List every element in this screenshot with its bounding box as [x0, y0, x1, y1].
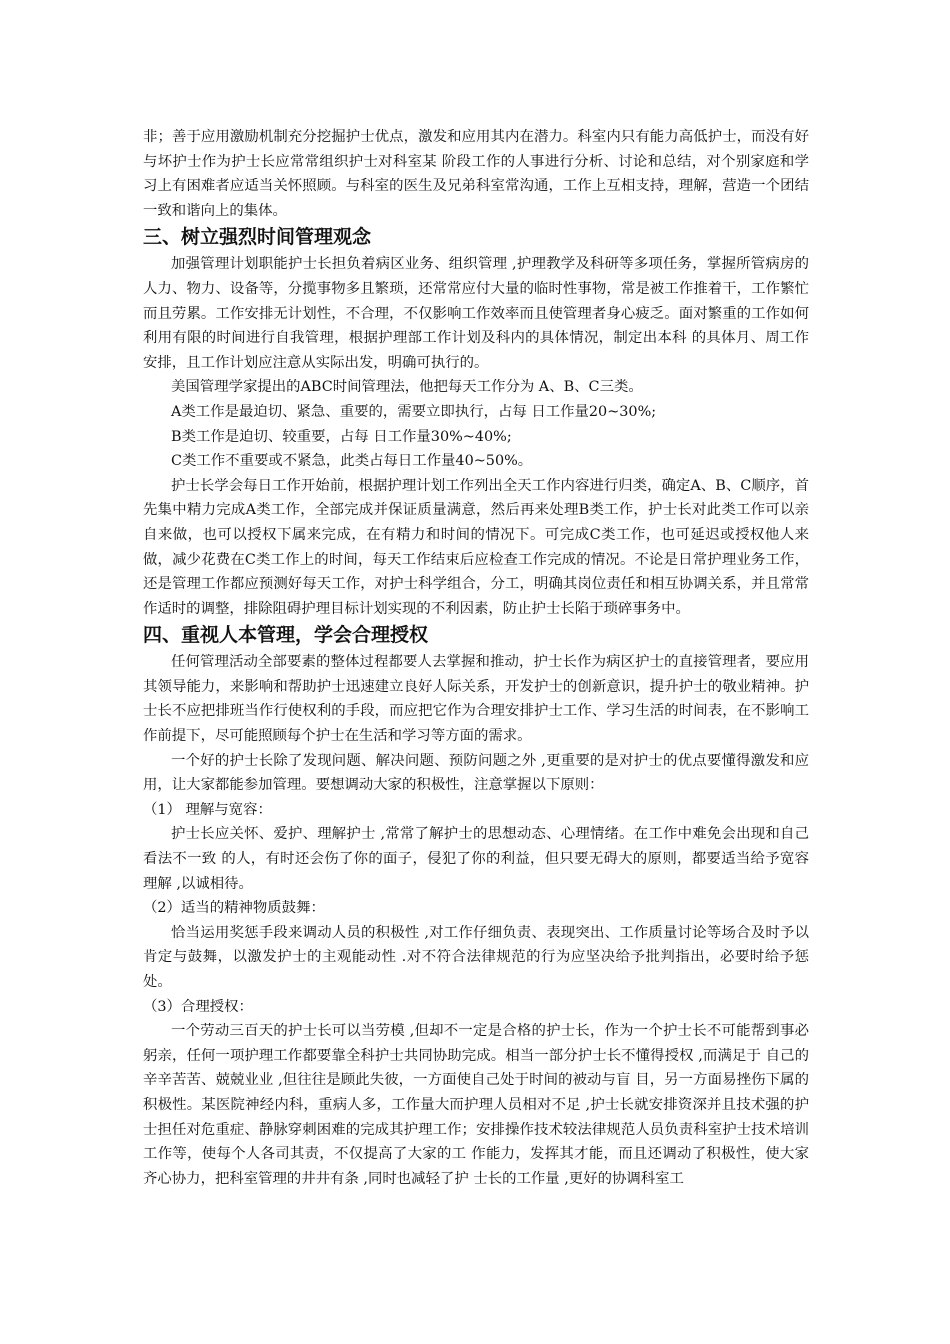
item-2-text: 恰当运用奖惩手段来调动人员的积极性 ,对工作仔细负责、表现突出、工作质量讨论等场合及时予以肯定与鼓舞，以激发护士的主观能动性 .对不符合法律规范的行为应坚决给予批判指出，必要时给予惩处。 [143, 924, 809, 990]
item-2-title: （2）适当的精神物质鼓舞： [143, 900, 325, 917]
intro-paragraph: 非；善于应用激励机制充分挖掘护士优点，激发和应用其内在潜力。科室内只有能力高低护士，而没有好与坏护士作为护士长应常常组织护士对科室某 阶段工作的人事进行分析、讨论和总结，对个别家庭和学习上有困难者应适当关怀照顾。与科室的医生及兄弟科室常沟通，工作上互相支持，理解，营造一个团结一致和谐向上的集体。 [143, 129, 809, 219]
section-3-paragraph-4: B类工作是迫切、较重要，占每 日工作量30%~40%; [171, 428, 512, 445]
item-1-text: 护士长应关怀、爱护、理解护士 ,常常了解护士的思想动态、心理情绪。在工作中难免会出现和自己看法不一致 的人，有时还会伤了你的面子，侵犯了你的利益，但只要无碍大的原则，都要适当给予宽容理解 ,以诚相待。 [143, 826, 809, 892]
section-4-heading: 四、重视人本管理，学会合理授权 [143, 624, 429, 647]
section-3-paragraph-1: 加强管理计划职能护士长担负着病区业务、组织管理 ,护理教学及科研等多项任务，掌握所管病房的人力、物力、设备等，分揽事物多且繁琐，还常常应付大量的临时性事物，常是被工作推着干，工作繁忙而且劳累。工作安排无计划性，不合理，不仅影响工作效率而且使管理者身心疲乏。面对繁重的工作如何利用有限的时间进行自我管理，根据护理部工作计划及科内的具体情况，制定出本科 的具体月、周工作安排，且工作计划应注意从实际出发，明确可执行的。 [143, 256, 809, 371]
item-3-text: 一个劳动三百天的护士长可以当劳模 ,但却不一定是合格的护士长，作为一个护士长不可能帮到事必躬亲，任何一项护理工作都要靠全科护士共同协助完成。相当一部分护士长不懂得授权 ,而满足于 自己的辛辛苦苦、兢兢业业 ,但往往是顾此失彼，一方面使自己处于时间的被动与盲 目，另一方面易挫伤下属的积极性。某医院神经内科，重病人多，工作量大而护理人员相对不足 ,护士长就安排资深并且技术强的护士担任对危重症、静脉穿刺困难的完成其护理工作；安排操作技术较法律规范人员负责科室护士技术培训工作等，使每个人各司其责，不仅提高了大家的工 作能力，发挥其才能，而且还调动了积极性，使大家齐心协力，把科室管理的井井有条 ,同时也减轻了护 士长的工作量 ,更好的协调科室工 [143, 1023, 809, 1187]
section-4-paragraph-2: 一个好的护士长除了发现问题、解决问题、预防问题之外 ,更重要的是对护士的优点要懂得激发和应用，让大家都能参加管理。要想调动大家的积极性，注意掌握以下原则： [143, 752, 809, 794]
section-3-heading: 三、树立强烈时间管理观念 [143, 226, 372, 249]
section-3-paragraph-3: A类工作是最迫切、紧急、重要的，需要立即执行，占每 日工作量20~30%; [171, 403, 657, 420]
item-1-title: （1） 理解与宽容： [143, 801, 272, 818]
section-4-paragraph-1: 任何管理活动全部要素的整体过程都要人去掌握和推动，护士长作为病区护士的直接管理者，要应用其领导能力，来影响和帮助护士迅速建立良好人际关系，开发护士的创新意识，提升护士的敬业精神。护士长不应把排班当作行使权利的手段，而应把它作为合理安排护士工作、学习生活的时间表，在不影响工作前提下，尽可能照顾每个护士在生活和学习等方面的需求。 [143, 654, 809, 745]
document-page [143, 125, 809, 1191]
section-3-paragraph-5: C类工作不重要或不紧急，此类占每日工作量40~50%。 [171, 453, 533, 470]
section-3-paragraph-6: 护士长学会每日工作开始前，根据护理计划工作列出全天工作内容进行归类，确定A、B、C顺序，首先集中精力完成A类工作，全部完成并保证质量满意，然后再来处理B类工作，护士长对此类工作可以亲自来做，也可以授权下属来完成，在有精力和时间的情况下。可完成C类工作，也可延迟或授权他人来做，减少花费在C类工作上的时间，每天工作结束后应检查工作完成的情况。不论是日常护理业务工作，还是管理工作都应预测好每天工作，对护士科学组合，分工，明确其岗位责任和相互协调关系，并且常常作适时的调整，排除阻碍护理目标计划实现的不利因素，防止护士长陷于琐碎事务中。 [143, 477, 809, 617]
item-3-title: （3）合理授权： [143, 998, 253, 1015]
section-3-paragraph-2: 美国管理学家提出的ABC时间管理法，他把每天工作分为 A、B、C三类。 [171, 379, 643, 396]
